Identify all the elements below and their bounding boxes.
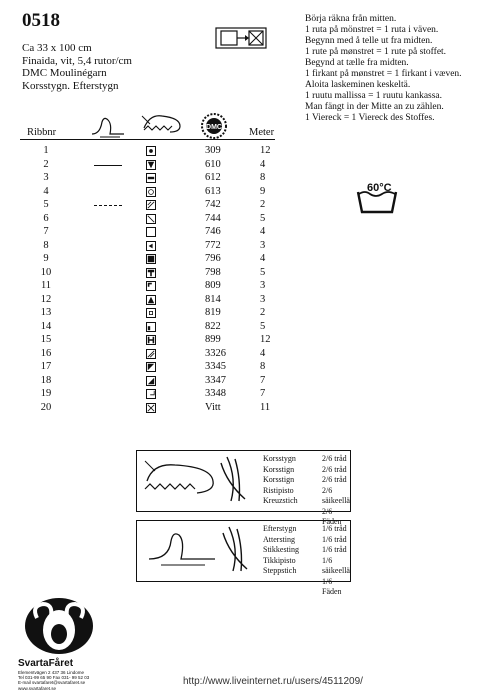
instruction-line: 1 ruta på mönstret = 1 ruta i väven. xyxy=(305,25,439,35)
chart-symbol-icon xyxy=(215,27,267,49)
meter-amount: 12 xyxy=(260,145,271,156)
chart-symbol-t-icon xyxy=(146,268,156,278)
chart-symbol-filled-icon xyxy=(146,254,156,264)
dmc-code: 744 xyxy=(205,212,221,224)
chart-symbol-arrow-icon xyxy=(146,241,156,251)
stitch-label: Steppstich xyxy=(263,566,297,575)
table-row xyxy=(0,253,300,265)
meter-amount: 8 xyxy=(260,172,266,183)
chart-symbol-diag-icon xyxy=(146,214,156,224)
back-stitch-legend xyxy=(136,520,351,596)
meter-amount: 2 xyxy=(260,199,266,210)
address-line: Tel 031-99 65 90 Fax 031- 99 52 03 xyxy=(18,675,90,681)
stitch-label: Attersting xyxy=(263,534,295,544)
ribbon-number: 19 xyxy=(40,388,52,399)
table-row xyxy=(0,199,300,211)
dmc-code: 3347 xyxy=(205,374,226,386)
stitch-label: Stikkesting xyxy=(263,545,300,554)
column-header-ribbnr: Ribbnr xyxy=(27,127,57,138)
brand-name: SvartaFåret xyxy=(18,658,74,669)
dmc-code: 746 xyxy=(205,226,221,237)
dmc-code: 814 xyxy=(205,293,221,305)
ribbon-number: 15 xyxy=(40,334,52,345)
stitch-value: 1/6 tråd xyxy=(322,545,347,554)
chart-symbol-corner2-icon xyxy=(146,389,156,399)
table-row xyxy=(0,267,300,279)
stitch-label: Kreuzstich xyxy=(263,496,298,505)
meter-amount: 11 xyxy=(260,401,271,413)
backstitch-needle-icon xyxy=(90,116,126,140)
chart-symbol-square-icon xyxy=(146,308,156,318)
instruction-line: Begynd at tælle fra midten. xyxy=(305,58,409,68)
chart-symbol-corner-icon xyxy=(146,281,156,291)
meter-amount: 3 xyxy=(260,280,266,291)
dmc-code: 819 xyxy=(205,307,221,318)
crossstitch-needle-icon xyxy=(140,112,184,138)
dmc-code: 899 xyxy=(205,334,221,345)
dmc-code: 613 xyxy=(205,185,221,197)
table-row xyxy=(0,172,300,184)
ribbon-number: 17 xyxy=(40,361,52,372)
address-line: Elementvägen 2 437 36 Lindome xyxy=(18,670,85,675)
ribbon-number: 5 xyxy=(43,199,49,210)
ribbon-number: 20 xyxy=(40,401,52,413)
dmc-logo-icon xyxy=(198,112,230,140)
table-row xyxy=(0,307,300,319)
instruction-line: Aloita laskeminen keskeltä. xyxy=(305,80,411,90)
dmc-code: 309 xyxy=(205,145,221,156)
instruction-line: Man fängt in der Mitte an zu zählen. xyxy=(305,102,444,112)
table-row xyxy=(0,226,300,238)
chart-symbol-hbar-icon xyxy=(146,173,156,183)
meter-amount: 4 xyxy=(260,253,266,264)
table-row xyxy=(0,348,300,360)
meter-amount: 7 xyxy=(260,374,266,386)
ribbon-number: 7 xyxy=(43,226,49,237)
table-row xyxy=(0,361,300,373)
chart-symbol-dot-icon xyxy=(146,146,156,156)
address-line: www.svartafaret.se xyxy=(18,685,57,691)
dmc-code: 809 xyxy=(205,280,221,291)
table-row xyxy=(0,321,300,333)
stitch-value: 2/6 tråd xyxy=(322,464,347,474)
meter-amount: 2 xyxy=(260,307,266,318)
meter-amount: 8 xyxy=(260,361,266,372)
chart-symbol-diag2-icon xyxy=(146,200,156,210)
table-row xyxy=(0,280,300,292)
dmc-code: 612 xyxy=(205,172,221,183)
dmc-code: 822 xyxy=(205,320,221,332)
ribbon-number: 13 xyxy=(40,307,52,318)
cross-stitch-illustration-icon xyxy=(141,455,251,507)
meter-amount: 4 xyxy=(260,158,266,170)
chart-symbol-circle-icon xyxy=(146,187,156,197)
table-row xyxy=(0,334,300,346)
stitch-value: 1/6 säikeellä xyxy=(322,555,350,575)
sheep-logo-icon xyxy=(23,596,95,656)
address-line: E-mail svartafaret@svartafaret.se xyxy=(18,680,86,686)
table-row xyxy=(0,159,300,171)
brand-address xyxy=(18,670,89,691)
chart-symbol-halffill-icon xyxy=(146,362,156,372)
meter-amount: 4 xyxy=(260,226,266,237)
meter-amount: 12 xyxy=(260,334,271,345)
meter-amount: 3 xyxy=(260,293,266,305)
cross-stitch-values xyxy=(322,454,350,528)
chart-symbol-h-icon xyxy=(146,335,156,345)
chart-symbol-diagfill-icon xyxy=(146,376,156,386)
table-row xyxy=(0,375,300,387)
meter-amount: 9 xyxy=(260,185,266,197)
stitch-label: Korsstign xyxy=(263,464,295,474)
instruction-line: 1 ruutu mallissa = 1 ruutu kankassa. xyxy=(305,91,443,101)
meter-amount: 5 xyxy=(260,266,266,278)
ribbon-number: 12 xyxy=(40,293,52,305)
dmc-code: 3345 xyxy=(205,361,226,372)
stitch-label: Tikkipisto xyxy=(263,555,296,565)
ribbon-number: 8 xyxy=(43,239,49,251)
ribbon-number: 6 xyxy=(43,212,49,224)
stitch-value: 1/6 tråd xyxy=(322,524,347,533)
meter-amount: 7 xyxy=(260,388,266,399)
table-row xyxy=(0,388,300,400)
dmc-code: 772 xyxy=(205,239,221,251)
instruction-line: Begynn med å telle ut fra midten. xyxy=(305,36,433,46)
instruction-line: 1 Viereck = 1 Viereck des Stoffes. xyxy=(305,113,435,123)
spec-fabric: Finaida, vit, 5,4 rutor/cm xyxy=(22,54,132,67)
ribbon-number: 9 xyxy=(43,253,49,264)
stitch-value: 2/6 Fäden xyxy=(322,506,342,526)
ribbon-number: 4 xyxy=(43,185,49,197)
chart-symbol-triangle-icon xyxy=(146,295,156,305)
chart-symbol-empty-icon xyxy=(146,227,156,237)
stitch-line-sample xyxy=(94,165,122,166)
cross-stitch-legend xyxy=(136,450,351,526)
ribbon-number: 11 xyxy=(40,280,52,291)
meter-amount: 5 xyxy=(260,212,266,224)
table-row xyxy=(0,145,300,157)
table-row xyxy=(0,186,300,198)
table-row xyxy=(0,294,300,306)
table-divider xyxy=(20,139,275,140)
pattern-number: 0518 xyxy=(22,10,60,31)
watermark-url: http://www.liveinternet.ru/users/4511209/ xyxy=(183,676,363,687)
stitch-line-sample xyxy=(94,205,122,207)
ribbon-number: 10 xyxy=(40,266,52,278)
meter-amount: 4 xyxy=(260,347,266,359)
spec-size: Ca 33 x 100 cm xyxy=(22,42,92,54)
chart-symbol-v-icon xyxy=(146,160,156,170)
ribbon-number: 1 xyxy=(43,145,49,156)
back-stitch-illustration-icon xyxy=(141,525,251,577)
stitch-label: Korsstygn xyxy=(263,454,296,463)
meter-amount: 5 xyxy=(260,320,266,332)
cross-stitch-labels xyxy=(263,454,298,507)
dmc-code: 796 xyxy=(205,253,221,264)
column-header-meter: Meter xyxy=(249,127,275,138)
pattern-specs xyxy=(22,42,132,92)
wash-care-symbol xyxy=(356,182,398,221)
dmc-code: 3348 xyxy=(205,388,226,399)
stitch-value: 2/6 tråd xyxy=(322,454,347,463)
dmc-code: Vitt xyxy=(205,401,221,413)
ribbon-number: 2 xyxy=(43,158,49,170)
chart-symbol-diag3-icon xyxy=(146,349,156,359)
chart-symbol-lcorner-icon xyxy=(146,322,156,332)
meter-amount: 3 xyxy=(260,239,266,251)
instruction-line: Börja räkna från mitten. xyxy=(305,14,397,24)
instructions xyxy=(305,14,462,124)
stitch-value: 2/6 tråd xyxy=(322,475,347,484)
table-row xyxy=(0,402,300,414)
dmc-code: 3326 xyxy=(205,347,226,359)
spec-stitches: Korsstygn. Efterstygn xyxy=(22,79,119,92)
instruction-line: 1 firkant på mønstret = 1 firkant i væven. xyxy=(305,69,462,79)
ribbon-number: 14 xyxy=(40,320,52,332)
stitch-value: 1/6 tråd xyxy=(322,534,347,544)
dmc-code: 610 xyxy=(205,158,221,170)
wash-temperature: 60°C xyxy=(367,182,392,194)
back-stitch-values xyxy=(322,524,350,598)
ribbon-number: 16 xyxy=(40,347,52,359)
spec-yarn: DMC Moulinégarn xyxy=(22,67,107,79)
stitch-label: Efterstygn xyxy=(263,524,297,533)
dmc-code: 742 xyxy=(205,199,221,210)
dmc-code: 798 xyxy=(205,266,221,278)
table-row xyxy=(0,240,300,252)
stitch-value: 2/6 säikeellä xyxy=(322,485,350,505)
ribbon-number: 18 xyxy=(40,374,52,386)
stitch-label: Ristipisto xyxy=(263,485,294,495)
chart-symbol-x-icon xyxy=(146,403,156,413)
table-row xyxy=(0,213,300,225)
svg-text:DMC: DMC xyxy=(206,124,222,131)
stitch-value: 1/6 Fäden xyxy=(322,576,342,596)
ribbon-number: 3 xyxy=(43,172,49,183)
stitch-label: Korsstign xyxy=(263,475,295,484)
instruction-line: 1 rute på mønstret = 1 rute på stoffet. xyxy=(305,47,447,57)
back-stitch-labels xyxy=(263,524,299,577)
